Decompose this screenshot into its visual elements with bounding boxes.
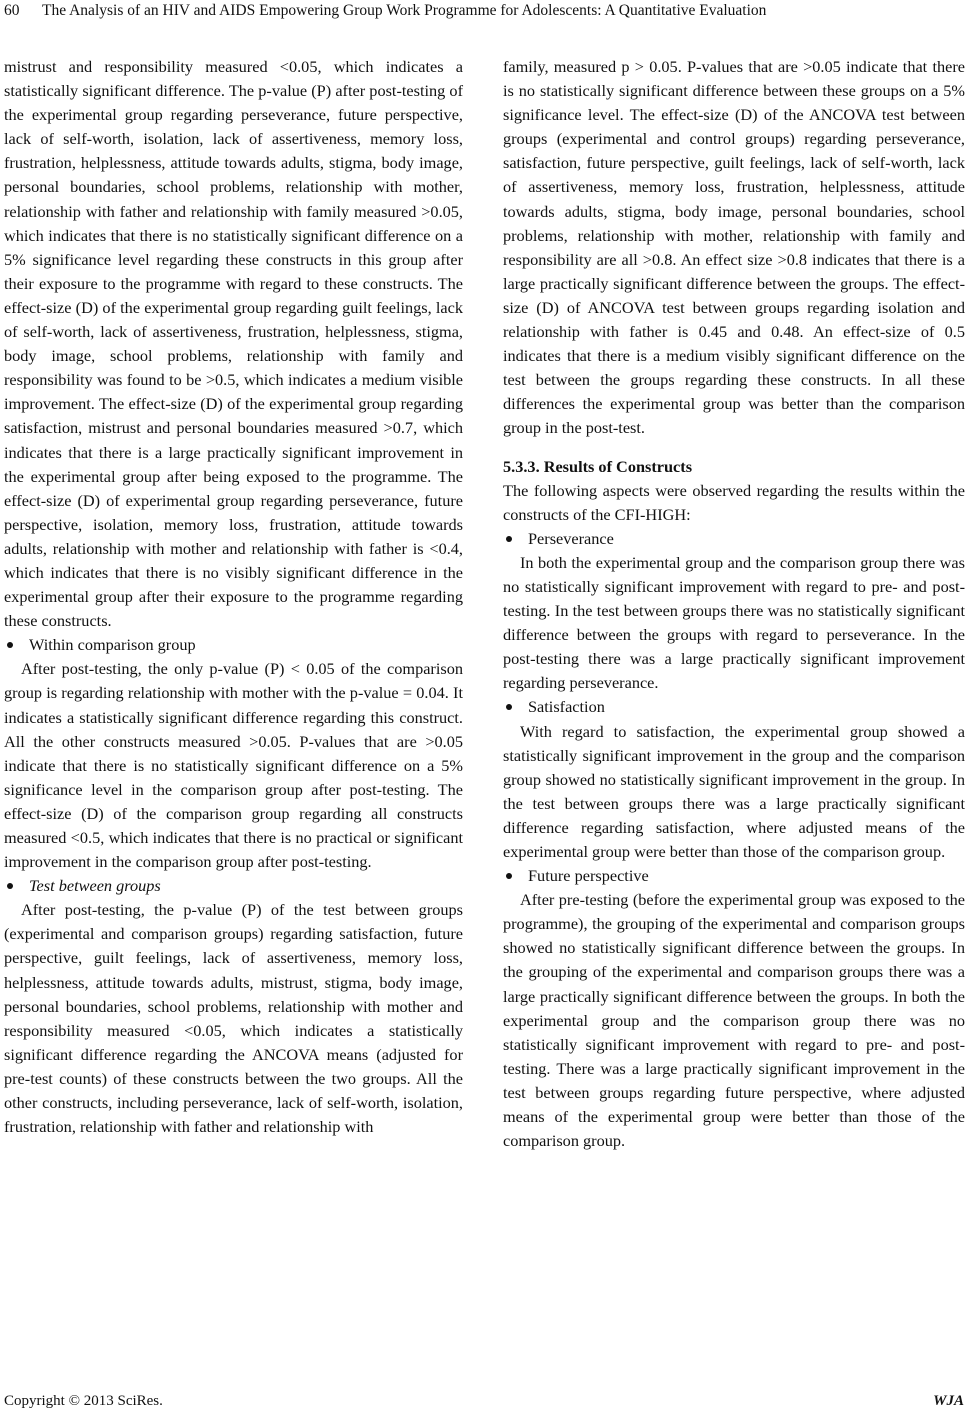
bullet-icon xyxy=(506,704,512,710)
body-paragraph: After post-testing, the only p-value (P) < 0.05 of the comparison group is regarding relationship with mother with the p-value = 0.04. It indicates a statistically significant difference regarding this construct. All the other constructs measured >0.05. P-values that are >0.05 indicate that there is no statistically significant difference on a 5% significance level in the comparison group after post-testing. The effect-size (D) of the comparison group regarding all constructs measured <0.5, which indicates that there is no practical or significant improvement in the comparison group after post-testing. xyxy=(4,659,463,872)
section-heading: 5.3.3. Results of Constructs xyxy=(503,456,693,476)
page-number: 60 xyxy=(4,2,20,19)
bullet-label: Satisfaction xyxy=(528,697,605,717)
page-footer xyxy=(0,1392,968,1414)
body-paragraph: The following aspects were observed regarding the results within the constructs of the CFI-HIGH: xyxy=(503,480,965,524)
bullet-label: Within comparison group xyxy=(29,635,196,655)
bullet-label: Perseverance xyxy=(528,528,614,548)
bullet-label: Future perspective xyxy=(528,866,649,886)
bullet-item xyxy=(503,695,965,719)
bullet-item xyxy=(4,633,463,657)
body-paragraph: In both the experimental group and the comparison group there was no statistically significant improvement with regard to pre- and post-testing. In the test between groups there was no statistically significant difference between the groups with regard to perseverance. In the post-testing there was a large practically significant improvement regarding perseverance. xyxy=(503,552,965,693)
copyright-notice: Copyright © 2013 SciRes. xyxy=(4,1393,163,1409)
bullet-label: Test between groups xyxy=(29,876,161,896)
running-header xyxy=(0,0,968,26)
body-paragraph: After post-testing, the p-value (P) of the test between groups (experimental and comparison groups) regarding satisfaction, future perspective, guilt feelings, lack of assertiveness, memory loss, helplessness, attitude towards adults, mistrust, stigma, body image, personal boundaries, school problems, relationship with mother and responsibility measured <0.05, which indicates a statistically significant difference regarding the ANCOVA means (adjusted for pre-test counts) of these constructs between the two groups. All the other constructs, including perseverance, lack of self-worth, isolation, frustration, relationship with father and relationship with xyxy=(4,900,463,1137)
bullet-item xyxy=(503,864,965,888)
body-paragraph: After pre-testing (before the experimental group was exposed to the programme), the grouping of the experimental and comparison groups showed no statistically significant difference between the groups. In the grouping of the experimental and comparison groups there was a large practically significant difference between the groups. In both the experimental group and the comparison group there was no statistically significant improvement with regard to pre- and post-testing. There was a large practically significant improvement in the test between groups regarding future perspective, where adjusted means of the experimental group were better than those of the comparison group. xyxy=(503,890,965,1151)
body-paragraph: mistrust and responsibility measured <0.05, which indicates a statistically significant difference. The p-value (P) after post-testing of the experimental group regarding perseverance, future perspective, lack of self-worth, isolation, lack of assertiveness, memory loss, frustration, helplessness, attitude towards adults, stigma, body image, personal boundaries, school problems, relationship with mother, relationship with father and relationship with family measured >0.05, which indicates that there is no statistically significant difference on a 5% significance level regarding these constructs in this group after their exposure to the programme with regard to these constructs. The effect-size (D) of the experimental group regarding guilt feelings, lack of self-worth, lack of assertiveness, frustration, helplessness, stigma, body image, school problems, relationship with family and responsibility was found to be >0.5, which indicates a medium visible improvement. The effect-size (D) of the experimental group regarding satisfaction, mistrust and personal boundaries measured >0.7, which indicates that there is a large practically significant improvement in the experimental group after being exposed to the programme. The effect-size (D) of experimental group regarding perseverance, future perspective, isolation, memory loss, frustration, attitude towards adults, relationship with mother and relationship with father is <0.4, which indicates that there is no visibly significant difference in the experimental group after their exposure to the programme regarding these constructs. xyxy=(4,57,463,631)
running-title: The Analysis of an HIV and AIDS Empowering Group Work Programme for Adolescents: A Quantitative Evaluation xyxy=(42,2,767,19)
bullet-icon xyxy=(506,536,512,542)
bullet-item xyxy=(4,874,463,898)
bullet-icon xyxy=(7,642,13,648)
body-paragraph: family, measured p > 0.05. P-values that are >0.05 indicate that there is no statistically significant difference between these groups on a 5% significance level. The effect-size (D) of the ANCOVA test between groups (experimental and control groups) regarding perseverance, satisfaction, future perspective, guilt feelings, lack of self-worth, lack of assertiveness, memory loss, frustration, helplessness, attitude towards adults, stigma, body image, personal boundaries, school problems, relationship with mother, relationship with family and responsibility are all >0.8. An effect size >0.8 indicates that there is a large practically significant difference between the groups. The effect-size (D) of ANCOVA test between groups regarding isolation and relationship with father is 0.45 and 0.48. An effect-size of 0.5 indicates that there is a medium visibly significant difference on the test between the groups regarding these constructs. In all these differences the experimental group was better than the comparison group in the post-test. xyxy=(503,57,965,438)
journal-abbreviation: WJA xyxy=(933,1393,964,1409)
bullet-icon xyxy=(506,873,512,879)
bullet-icon xyxy=(7,883,13,889)
body-paragraph: With regard to satisfaction, the experimental group showed a statistically significant improvement in the group and the comparison group showed no statistically significant improvement in the group. In the test between groups there was a large practically significant difference regarding satisfaction, where adjusted means of the experimental group were better than those of the comparison group. xyxy=(503,721,965,861)
bullet-item xyxy=(503,527,965,551)
right-column xyxy=(503,55,965,1153)
left-column xyxy=(4,55,463,1139)
